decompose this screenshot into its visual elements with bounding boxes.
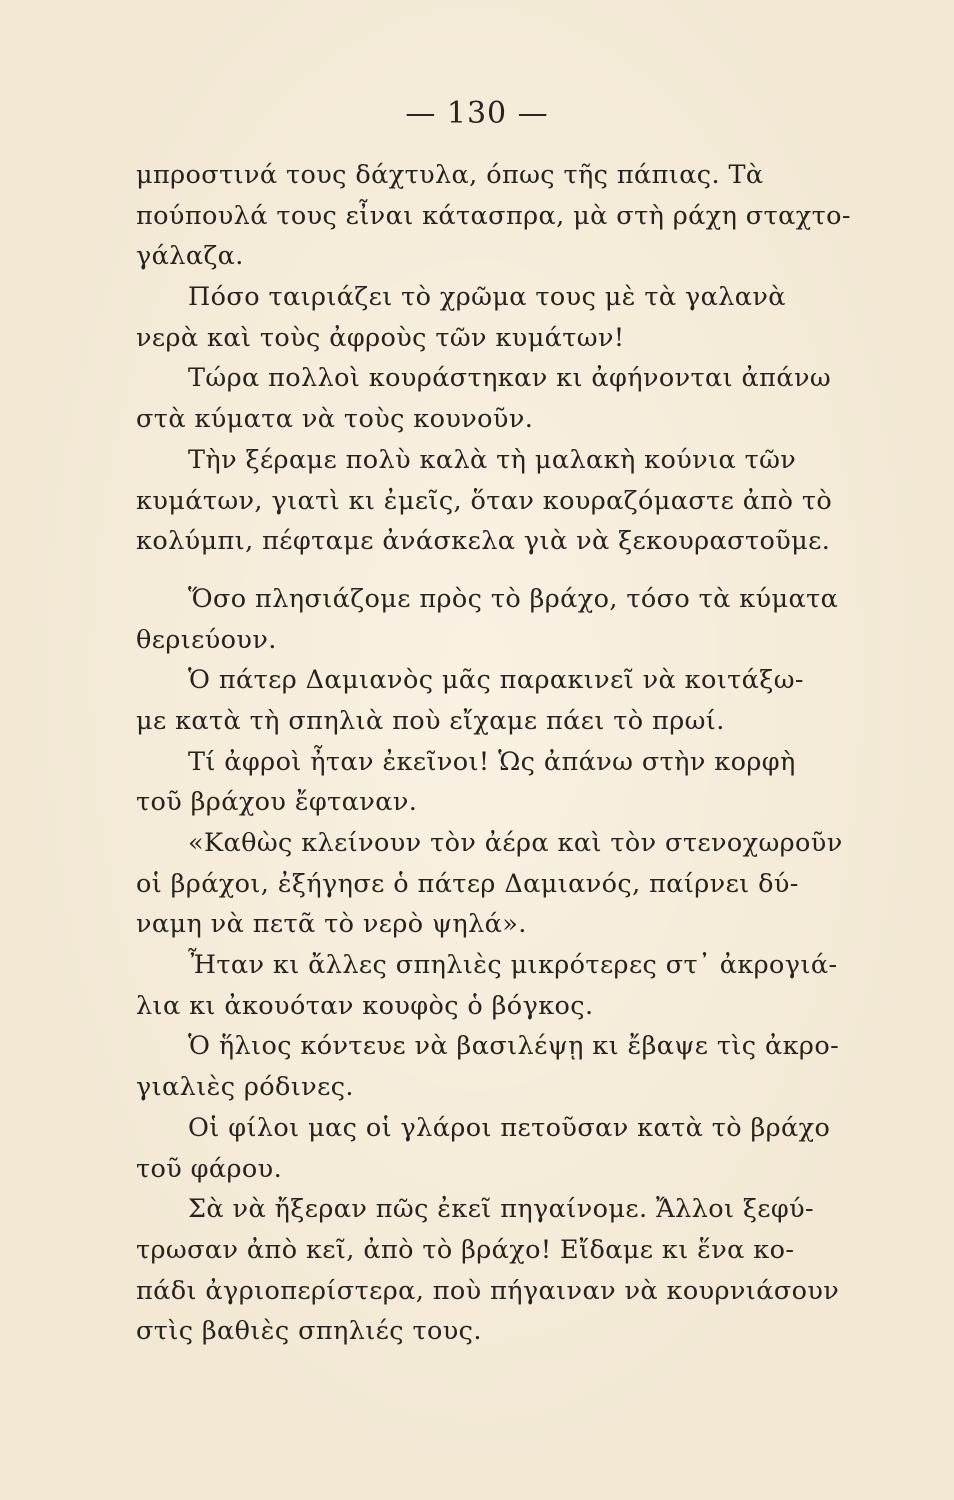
text-line: με κατὰ τὴ σπηλιὰ ποὺ εἴχαμε πάει τὸ πρωί. <box>136 705 725 736</box>
text-line: κολύμπι, πέφταμε ἀνάσκελα γιὰ νὰ ξεκουραστοῦμε. <box>136 526 831 557</box>
text-line: Τώρα πολλοὶ κουράστηκαν κι ἀφήνονται ἀπάνω <box>188 363 832 394</box>
text-line: τρωσαν ἀπὸ κεῖ, ἀπὸ τὸ βράχο! Εἴδαμε κι ἕνα κο- <box>136 1234 795 1265</box>
text-line: πάδι ἀγριοπερίστερα, ποὺ πήγαιναν νὰ κουρνιάσουν <box>136 1275 840 1306</box>
text-line: τοῦ βράχου ἔφταναν. <box>136 787 418 818</box>
text-line: Τὴν ξέραμε πολὺ καλὰ τὴ μαλακὴ κούνια τῶν <box>188 444 797 475</box>
text-line: νερὰ καὶ τοὺς ἀφροὺς τῶν κυμάτων! <box>136 322 625 353</box>
text-line: γιαλιὲς ρόδινες. <box>136 1072 354 1103</box>
text-line: Τί ἀφροὶ ἦταν ἐκεῖνοι! Ὡς ἀπάνω στὴν κορφὴ <box>188 746 796 777</box>
text-line: «Καθὼς κλείνουν τὸν ἀέρα καὶ τὸν στενοχωροῦν <box>188 828 843 858</box>
text-line: Οἱ φίλοι μας οἱ γλάροι πετοῦσαν κατὰ τὸ βράχο <box>188 1112 831 1143</box>
text-line: λια κι ἀκουόταν κουφὸς ὁ βόγκος. <box>136 990 594 1021</box>
text-line: Πόσο ταιριάζει τὸ χρῶμα τους μὲ τὰ γαλανὰ <box>188 282 786 313</box>
text-line: Ὅσο πλησιάζομε πρὸς τὸ βράχο, τόσο τὰ κύματα <box>188 583 839 614</box>
text-line: Ὁ ἥλιος κόντευε νὰ βασιλέψῃ κι ἔβαψε τὶς ἀκρο- <box>188 1031 840 1062</box>
body-text <box>136 155 876 1352</box>
text-line: μπροστινά τους δάχτυλα, όπως τῆς πάπιας. Τὰ <box>136 160 764 190</box>
text-line: Σὰ νὰ ἤξεραν πῶς ἐκεῖ πηγαίνομε. Ἄλλοι ξεφύ- <box>188 1194 815 1225</box>
text-line: Ἦταν κι ἄλλες σπηλιὲς μικρότερες στ᾽ ἀκρογιά- <box>188 950 838 981</box>
text-line: Ὁ πάτερ Δαμιανὸς μᾶς παρακινεῖ νὰ κοιτάξω- <box>188 665 804 696</box>
page-number: — 130 — <box>405 96 549 131</box>
text-line: κυμάτων, γιατὶ κι ἐμεῖς, ὅταν κουραζόμαστε ἀπὸ τὸ <box>136 485 833 516</box>
text-line: πούπουλά τους εἶναι κάτασπρα, μὰ στὴ ράχη σταχτο- <box>136 200 851 231</box>
text-line: ναμη νὰ πετᾶ τὸ νερὸ ψηλά». <box>136 909 527 940</box>
text-line: οἱ βράχοι, ἐξήγησε ὁ πάτερ Δαμιανός, παίρνει δύ- <box>136 868 799 899</box>
text-line: στὰ κύματα νὰ τοὺς κουνοῦν. <box>136 404 534 435</box>
text-line: τοῦ φάρου. <box>136 1153 283 1184</box>
text-line: θεριεύουν. <box>136 624 277 655</box>
text-line: στὶς βαθιὲς σπηλιές τους. <box>136 1316 482 1347</box>
text-line: γάλαζα. <box>136 241 244 272</box>
